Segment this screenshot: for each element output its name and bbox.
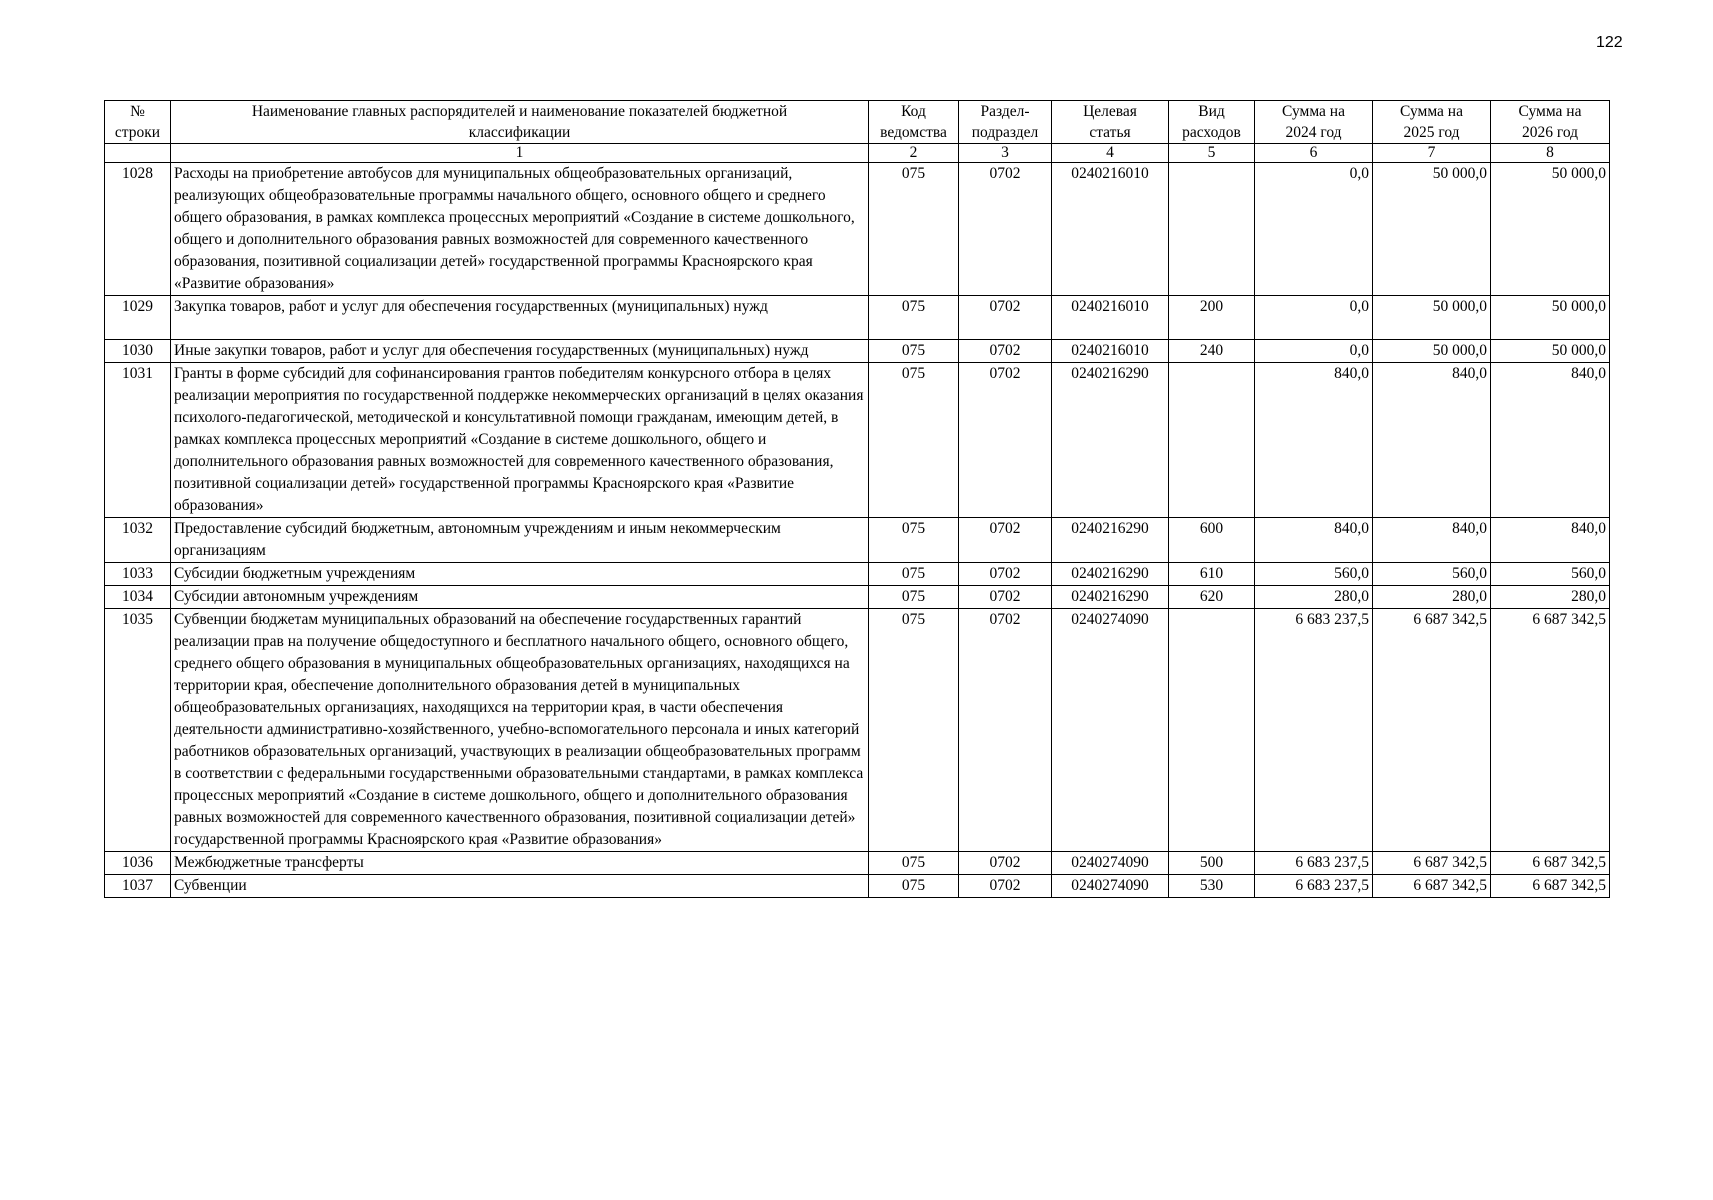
- header-sum-2025: Сумма на 2025 год: [1373, 101, 1491, 144]
- row-target-item: 0240274090: [1052, 852, 1169, 875]
- row-dept-code: 075: [869, 609, 959, 852]
- row-section: 0702: [959, 875, 1052, 898]
- row-sum-2025: 50 000,0: [1373, 340, 1491, 363]
- row-sum-2025: 6 687 342,5: [1373, 852, 1491, 875]
- row-sum-2025: 840,0: [1373, 518, 1491, 563]
- table-row: [105, 163, 1610, 296]
- row-sum-2025: 6 687 342,5: [1373, 609, 1491, 852]
- row-expense-type: [1169, 363, 1255, 518]
- table-row: [105, 296, 1610, 340]
- row-number: 1036: [105, 852, 171, 875]
- row-number: 1031: [105, 363, 171, 518]
- row-name: Субвенции бюджетам муниципальных образований на обеспечение государственных гарантий реализации прав на получение общедоступного и бесплатного начального общего, основного общего, среднего общего образования в муниципальных общеобразовательных организациях, находящихся на территории края, обеспечение дополнительного образования детей в муниципальных общеобразовательных организациях, находящихся на территории края, в части обеспечения деятельности административно-хозяйственного, учебно-вспомогательного персонала и иных категорий работников образовательных организаций, участвующих в реализации общеобразовательных программ в соответствии с федеральными государственными образовательными стандартами, в рамках комплекса процессных мероприятий «Создание в системе дошкольного, общего и дополнительного образования равных возможностей для современного качественного образования, позитивной социализации детей» государственной программы Красноярского края «Развитие образования»: [171, 609, 869, 852]
- row-target-item: 0240274090: [1052, 875, 1169, 898]
- header-sum-2024: Сумма на 2024 год: [1255, 101, 1373, 144]
- row-sum-2025: 50 000,0: [1373, 163, 1491, 296]
- row-name: Иные закупки товаров, работ и услуг для обеспечения государственных (муниципальных) нужд: [171, 340, 869, 363]
- header-row-number: № строки: [105, 101, 171, 144]
- row-target-item: 0240216010: [1052, 296, 1169, 340]
- table-row: [105, 586, 1610, 609]
- row-section: 0702: [959, 518, 1052, 563]
- header-dept-code: Код ведомства: [869, 101, 959, 144]
- row-expense-type: 200: [1169, 296, 1255, 340]
- header-target-item: Целевая статья: [1052, 101, 1169, 144]
- page-number: 122: [1596, 34, 1623, 51]
- row-sum-2024: 840,0: [1255, 518, 1373, 563]
- row-sum-2025: 280,0: [1373, 586, 1491, 609]
- column-number: 3: [959, 144, 1052, 163]
- row-sum-2026: 50 000,0: [1491, 163, 1610, 296]
- row-sum-2024: 560,0: [1255, 563, 1373, 586]
- row-number: 1034: [105, 586, 171, 609]
- row-expense-type: 530: [1169, 875, 1255, 898]
- row-section: 0702: [959, 296, 1052, 340]
- column-number: [105, 144, 171, 163]
- column-number: 8: [1491, 144, 1610, 163]
- table-row: [105, 852, 1610, 875]
- row-section: 0702: [959, 340, 1052, 363]
- row-number: 1029: [105, 296, 171, 340]
- column-number: 5: [1169, 144, 1255, 163]
- header-sum-2026: Сумма на 2026 год: [1491, 101, 1610, 144]
- row-sum-2024: 6 683 237,5: [1255, 852, 1373, 875]
- row-expense-type: 620: [1169, 586, 1255, 609]
- row-number: 1032: [105, 518, 171, 563]
- column-number: 1: [171, 144, 869, 163]
- header-row: [105, 101, 1610, 144]
- row-sum-2024: 0,0: [1255, 340, 1373, 363]
- row-sum-2026: 50 000,0: [1491, 296, 1610, 340]
- row-sum-2026: 280,0: [1491, 586, 1610, 609]
- row-number: 1035: [105, 609, 171, 852]
- row-sum-2025: 50 000,0: [1373, 296, 1491, 340]
- row-section: 0702: [959, 586, 1052, 609]
- row-dept-code: 075: [869, 563, 959, 586]
- row-dept-code: 075: [869, 852, 959, 875]
- row-target-item: 0240216010: [1052, 340, 1169, 363]
- row-dept-code: 075: [869, 518, 959, 563]
- row-sum-2026: 840,0: [1491, 363, 1610, 518]
- row-name: Межбюджетные трансферты: [171, 852, 869, 875]
- row-section: 0702: [959, 609, 1052, 852]
- row-sum-2025: 6 687 342,5: [1373, 875, 1491, 898]
- row-sum-2026: 6 687 342,5: [1491, 875, 1610, 898]
- row-expense-type: 600: [1169, 518, 1255, 563]
- table-row: [105, 518, 1610, 563]
- table-row: [105, 363, 1610, 518]
- row-target-item: 0240274090: [1052, 609, 1169, 852]
- row-sum-2026: 840,0: [1491, 518, 1610, 563]
- row-name: Субсидии автономным учреждениям: [171, 586, 869, 609]
- row-section: 0702: [959, 363, 1052, 518]
- row-name: Гранты в форме субсидий для софинансирования грантов победителям конкурсного отбора в целях реализации мероприятия по государственной поддержке некоммерческих организаций в целях оказания психолого-педагогической, методической и консультативной помощи гражданам, имеющим детей, в рамках комплекса процессных мероприятий «Создание в системе дошкольного, общего и дополнительного образования равных возможностей для современного качественного образования, позитивной социализации детей» государственной программы Красноярского края «Развитие образования»: [171, 363, 869, 518]
- column-number: 7: [1373, 144, 1491, 163]
- column-number: 6: [1255, 144, 1373, 163]
- table-row: [105, 563, 1610, 586]
- column-number-row: [105, 144, 1610, 163]
- row-section: 0702: [959, 163, 1052, 296]
- row-expense-type: 240: [1169, 340, 1255, 363]
- row-number: 1030: [105, 340, 171, 363]
- row-sum-2026: 50 000,0: [1491, 340, 1610, 363]
- row-name: Предоставление субсидий бюджетным, автономным учреждениям и иным некоммерческим организациям: [171, 518, 869, 563]
- row-dept-code: 075: [869, 296, 959, 340]
- column-number: 2: [869, 144, 959, 163]
- row-target-item: 0240216010: [1052, 163, 1169, 296]
- row-sum-2025: 840,0: [1373, 363, 1491, 518]
- row-sum-2024: 0,0: [1255, 296, 1373, 340]
- table-row: [105, 609, 1610, 852]
- header-expense-type: Вид расходов: [1169, 101, 1255, 144]
- row-sum-2024: 840,0: [1255, 363, 1373, 518]
- row-expense-type: 610: [1169, 563, 1255, 586]
- row-dept-code: 075: [869, 340, 959, 363]
- row-sum-2026: 560,0: [1491, 563, 1610, 586]
- row-name: Закупка товаров, работ и услуг для обеспечения государственных (муниципальных) нужд: [171, 296, 869, 340]
- row-dept-code: 075: [869, 586, 959, 609]
- row-target-item: 0240216290: [1052, 363, 1169, 518]
- budget-table: [104, 100, 1610, 898]
- header-section: Раздел- подраздел: [959, 101, 1052, 144]
- row-sum-2024: 0,0: [1255, 163, 1373, 296]
- row-expense-type: [1169, 609, 1255, 852]
- column-number: 4: [1052, 144, 1169, 163]
- row-name: Субсидии бюджетным учреждениям: [171, 563, 869, 586]
- row-dept-code: 075: [869, 363, 959, 518]
- row-sum-2026: 6 687 342,5: [1491, 852, 1610, 875]
- row-dept-code: 075: [869, 163, 959, 296]
- row-expense-type: [1169, 163, 1255, 296]
- row-sum-2024: 6 683 237,5: [1255, 875, 1373, 898]
- row-section: 0702: [959, 852, 1052, 875]
- table-row: [105, 340, 1610, 363]
- row-name: Субвенции: [171, 875, 869, 898]
- row-sum-2024: 6 683 237,5: [1255, 609, 1373, 852]
- row-target-item: 0240216290: [1052, 563, 1169, 586]
- row-sum-2025: 560,0: [1373, 563, 1491, 586]
- row-sum-2026: 6 687 342,5: [1491, 609, 1610, 852]
- row-number: 1037: [105, 875, 171, 898]
- row-number: 1028: [105, 163, 171, 296]
- header-name: Наименование главных распорядителей и наименование показателей бюджетной классификации: [171, 101, 869, 144]
- row-dept-code: 075: [869, 875, 959, 898]
- row-target-item: 0240216290: [1052, 586, 1169, 609]
- row-section: 0702: [959, 563, 1052, 586]
- table-row: [105, 875, 1610, 898]
- row-sum-2024: 280,0: [1255, 586, 1373, 609]
- row-target-item: 0240216290: [1052, 518, 1169, 563]
- row-number: 1033: [105, 563, 171, 586]
- row-expense-type: 500: [1169, 852, 1255, 875]
- row-name: Расходы на приобретение автобусов для муниципальных общеобразовательных организаций, реализующих общеобразовательные программы начального общего, основного общего и среднего общего образования, в рамках комплекса процессных мероприятий «Создание в системе дошкольного, общего и дополнительного образования равных возможностей для современного качественного образования, позитивной социализации детей» государственной программы Красноярского края «Развитие образования»: [171, 163, 869, 296]
